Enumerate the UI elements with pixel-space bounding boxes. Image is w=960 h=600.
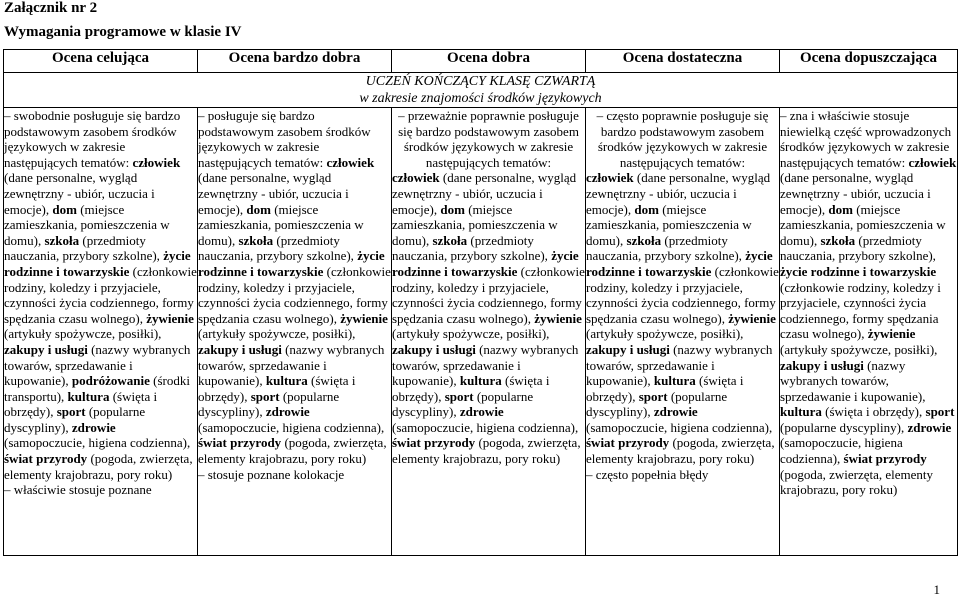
grade-header-dostateczna: Ocena dostateczna: [586, 50, 780, 73]
topic-detail: (pogoda, zwierzęta, elementy krajobrazu, pory roku): [392, 435, 581, 467]
topic-dom: dom: [828, 201, 853, 217]
topic-detail: (pogoda, zwierzęta, elementy krajobrazu, pory roku): [198, 435, 387, 467]
topic-detail: (święta i obrzędy),: [4, 388, 158, 420]
topic-detail: (dane personalne, wygląd zewnętrzny - ubiór, uczucia i emocje),: [198, 170, 349, 217]
intro-text: – zna i właściwie stosuje niewielką część wprowadzonych środków językowych w zakresie następujących tematów:: [780, 108, 952, 170]
topic-zakupy: zakupy i usługi: [586, 341, 670, 357]
requirements-table: [3, 49, 958, 556]
document-subtitle: Wymagania programowe w klasie IV: [4, 24, 242, 40]
topic-sport: sport: [925, 404, 955, 420]
intro-text: – posługuje się bardzo podstawowym zasobem środków językowych w zakresie następujących tematów:: [198, 108, 371, 170]
topic-zakupy: zakupy i usługi: [392, 341, 476, 357]
topic-detail: (przedmioty nauczania, przybory szkolne),: [4, 232, 160, 264]
topic-detail: (przedmioty nauczania, przybory szkolne),: [586, 232, 742, 264]
topic-dom: dom: [52, 201, 77, 217]
topic-detail: (nazwy wybranych towarów, sprzedawanie i kupowanie),: [4, 341, 191, 389]
topic-detail: (święta i obrzędy),: [825, 404, 923, 420]
topic-detail: (nazwy wybranych towarów, sprzedawanie i kupowanie),: [586, 341, 773, 389]
requirements-cell-dostateczna: [586, 108, 780, 556]
topic-detail: (święta i obrzędy),: [392, 373, 550, 404]
topic-detail: (pogoda, zwierzęta, elementy krajobrazu, pory roku): [586, 435, 775, 467]
topic-szkola: szkoła: [238, 232, 274, 248]
topic-sport: sport: [444, 388, 474, 404]
topic-detail: (miejsce zamieszkania, pomieszczenia w domu),: [392, 201, 558, 248]
topic-czlowiek: człowiek: [326, 154, 375, 170]
topic-detail: (artykuły spożywcze, posiłki),: [586, 326, 744, 342]
topic-zycie-rodzinne: życie rodzinne i towarzyskie: [198, 248, 385, 279]
topic-detail: (dane personalne, wygląd zewnętrzny - ubiór, uczucia i emocje),: [4, 170, 155, 217]
topic-czlowiek: człowiek: [392, 170, 440, 186]
topic-detail: (przedmioty nauczania, przybory szkolne),: [392, 232, 548, 264]
topic-detail: (członkowie rodziny, koledzy i przyjaciele, czynności życia codziennego, formy spędzania czasu wolnego),: [198, 263, 391, 326]
topic-sport: sport: [56, 404, 86, 420]
banner-row: [4, 73, 958, 108]
topic-detail: (pogoda, zwierzęta, elementy krajobrazu, pory roku): [4, 451, 193, 482]
topic-detail: (popularne dyscypliny),: [198, 388, 340, 420]
topic-detail: (dane personalne, wygląd zewnętrzny - ubiór, uczucia i emocje),: [392, 170, 577, 217]
closing-text: – często popełnia błędy: [586, 466, 709, 482]
topic-zdrowie: zdrowie: [653, 404, 698, 420]
requirements-cell-celujaca: [4, 108, 198, 556]
topic-zdrowie: zdrowie: [71, 419, 116, 435]
topic-detail: (miejsce zamieszkania, pomieszczenia w domu),: [586, 201, 752, 248]
topic-swiat-przyrody: świat przyrody: [198, 435, 282, 451]
topic-detail: (przedmioty nauczania, przybory szkolne),: [780, 232, 936, 264]
topic-detail: (nazwy wybranych towarów, sprzedawanie i kupowanie),: [392, 341, 579, 389]
grades-header-row: [4, 50, 958, 73]
topic-detail: (samopoczucie, higiena codzienna),: [4, 435, 191, 451]
topic-szkola: szkoła: [432, 232, 468, 248]
topic-kultura: kultura: [780, 404, 822, 420]
banner-line-1: UCZEŃ KOŃCZĄCY KLASĘ CZWARTĄ: [365, 74, 596, 89]
topic-zywienie: żywienie: [146, 310, 194, 326]
topic-zdrowie: zdrowie: [907, 419, 952, 435]
topic-detail: (samopoczucie, higiena codzienna),: [198, 419, 385, 435]
requirements-cell-dobra: [392, 108, 586, 556]
grade-header-dobra: Ocena dobra: [392, 50, 586, 73]
topic-detail: (artykuły spożywcze, posiłki),: [780, 341, 938, 357]
banner-line-2: w zakresie znajomości środków językowych: [359, 91, 602, 106]
topic-zakupy: zakupy i usługi: [780, 357, 864, 373]
topic-czlowiek: człowiek: [586, 170, 634, 186]
topic-sport: sport: [250, 388, 280, 404]
topic-swiat-przyrody: świat przyrody: [843, 451, 927, 467]
topic-czlowiek: człowiek: [132, 154, 181, 170]
topic-detail: (członkowie rodziny, koledzy i przyjaciele, czynności życia codziennego, formy spędzania czasu wolnego),: [4, 263, 197, 326]
topic-detail: (nazwy wybranych towarów, sprzedawanie i kupowanie),: [198, 341, 385, 389]
topic-detail: (miejsce zamieszkania, pomieszczenia w domu),: [4, 201, 170, 248]
topic-szkola: szkoła: [820, 232, 856, 248]
topic-dom: dom: [246, 201, 271, 217]
topic-detail: (miejsce zamieszkania, pomieszczenia w domu),: [198, 201, 364, 248]
topic-detail: (samopoczucie, higiena codzienna),: [392, 419, 579, 435]
topic-kultura: kultura: [67, 388, 110, 404]
topic-zywienie: żywienie: [534, 310, 582, 326]
topic-detail: (członkowie rodziny, koledzy i przyjaciele, czynności życia codziennego, formy spędzania czasu wolnego),: [586, 263, 779, 326]
topic-swiat-przyrody: świat przyrody: [4, 451, 88, 467]
grade-header-bardzo-dobra: Ocena bardzo dobra: [198, 50, 392, 73]
intro-text: – swobodnie posługuje się bardzo podstawowym zasobem środków językowych w zakresie następujących tematów:: [4, 108, 181, 170]
topic-swiat-przyrody: świat przyrody: [392, 435, 476, 451]
document-title: Załącznik nr 2: [4, 0, 98, 16]
requirements-cell-dopuszczajaca: [780, 108, 958, 556]
topic-zycie-rodzinne: życie rodzinne i towarzyskie: [392, 248, 579, 279]
topic-detail: (samopoczucie, higiena codzienna),: [586, 419, 773, 435]
topic-dom: dom: [440, 201, 465, 217]
grade-header-celujaca: Ocena celująca: [4, 50, 198, 73]
topic-detail: (pogoda, zwierzęta, elementy krajobrazu, pory roku): [780, 466, 934, 498]
topic-zakupy: zakupy i usługi: [4, 341, 88, 357]
topic-detail: (przedmioty nauczania, przybory szkolne),: [198, 232, 354, 264]
topic-detail: (popularne dyscypliny),: [586, 388, 728, 420]
section-banner: [4, 73, 958, 108]
topic-podrozowanie: podróżowanie: [71, 373, 150, 389]
page-number: 1: [933, 582, 940, 597]
topic-detail: (artykuły spożywcze, posiłki),: [392, 326, 550, 342]
topic-kultura: kultura: [459, 373, 502, 389]
topic-sport: sport: [638, 388, 668, 404]
topic-zakupy: zakupy i usługi: [198, 341, 282, 357]
topic-zywienie: żywienie: [728, 310, 776, 326]
topic-zdrowie: zdrowie: [459, 404, 504, 420]
topic-detail: (nazwy wybranych towarów, sprzedawanie i kupowanie),: [780, 357, 926, 404]
topic-szkola: szkoła: [44, 232, 80, 248]
topic-swiat-przyrody: świat przyrody: [586, 435, 670, 451]
topic-detail: (samopoczucie, higiena codzienna),: [780, 435, 903, 467]
topic-zycie-rodzinne: życie rodzinne i towarzyskie: [780, 263, 937, 279]
closing-text: – stosuje poznane kolokacje: [198, 466, 345, 482]
topic-detail: (popularne dyscypliny),: [392, 388, 534, 420]
requirements-cell-bardzo-dobra: [198, 108, 392, 556]
topic-zywienie: żywienie: [867, 326, 916, 342]
topic-szkola: szkoła: [626, 232, 662, 248]
topic-detail: (popularne dyscypliny),: [4, 404, 146, 435]
requirements-row: [4, 108, 958, 556]
topic-detail: (członkowie rodziny, koledzy i przyjaciele, czynności życia codziennego, formy spędzania czasu wolnego),: [780, 279, 941, 342]
closing-text: – właściwie stosuje poznane: [4, 482, 152, 498]
topic-dom: dom: [634, 201, 659, 217]
topic-detail: (popularne dyscypliny),: [780, 419, 905, 435]
topic-detail: (miejsce zamieszkania, pomieszczenia w domu),: [780, 201, 946, 248]
intro-text: – przeważnie poprawnie posługuje się bardzo podstawowym zasobem środków językowych w zakresie następujących tematów:: [398, 108, 579, 170]
topic-detail: (artykuły spożywcze, posiłki),: [4, 326, 162, 342]
topic-detail: (dane personalne, wygląd zewnętrzny - ubiór, uczucia i emocje),: [780, 170, 931, 217]
grade-header-dopuszczajaca: Ocena dopuszczająca: [780, 50, 958, 73]
topic-detail: (święta i obrzędy),: [586, 373, 744, 404]
topic-detail: (dane personalne, wygląd zewnętrzny - ubiór, uczucia i emocje),: [586, 170, 771, 217]
topic-kultura: kultura: [653, 373, 696, 389]
topic-zywienie: żywienie: [340, 310, 388, 326]
topic-detail: (członkowie rodziny, koledzy i przyjaciele, czynności życia codziennego, formy spędzania czasu wolnego),: [392, 263, 585, 326]
topic-zycie-rodzinne: życie rodzinne i towarzyskie: [586, 248, 773, 279]
topic-zdrowie: zdrowie: [265, 404, 310, 420]
topic-kultura: kultura: [265, 373, 308, 389]
topic-zycie-rodzinne: życie rodzinne i towarzyskie: [4, 248, 191, 279]
topic-detail: (środki transportu),: [4, 373, 190, 404]
topic-detail: (artykuły spożywcze, posiłki),: [198, 326, 356, 342]
topic-czlowiek: człowiek: [908, 154, 957, 170]
intro-text: – często poprawnie posługuje się bardzo podstawowym zasobem środków językowych w zakresie następujących tematów:: [596, 108, 769, 170]
topic-detail: (święta i obrzędy),: [198, 373, 356, 404]
